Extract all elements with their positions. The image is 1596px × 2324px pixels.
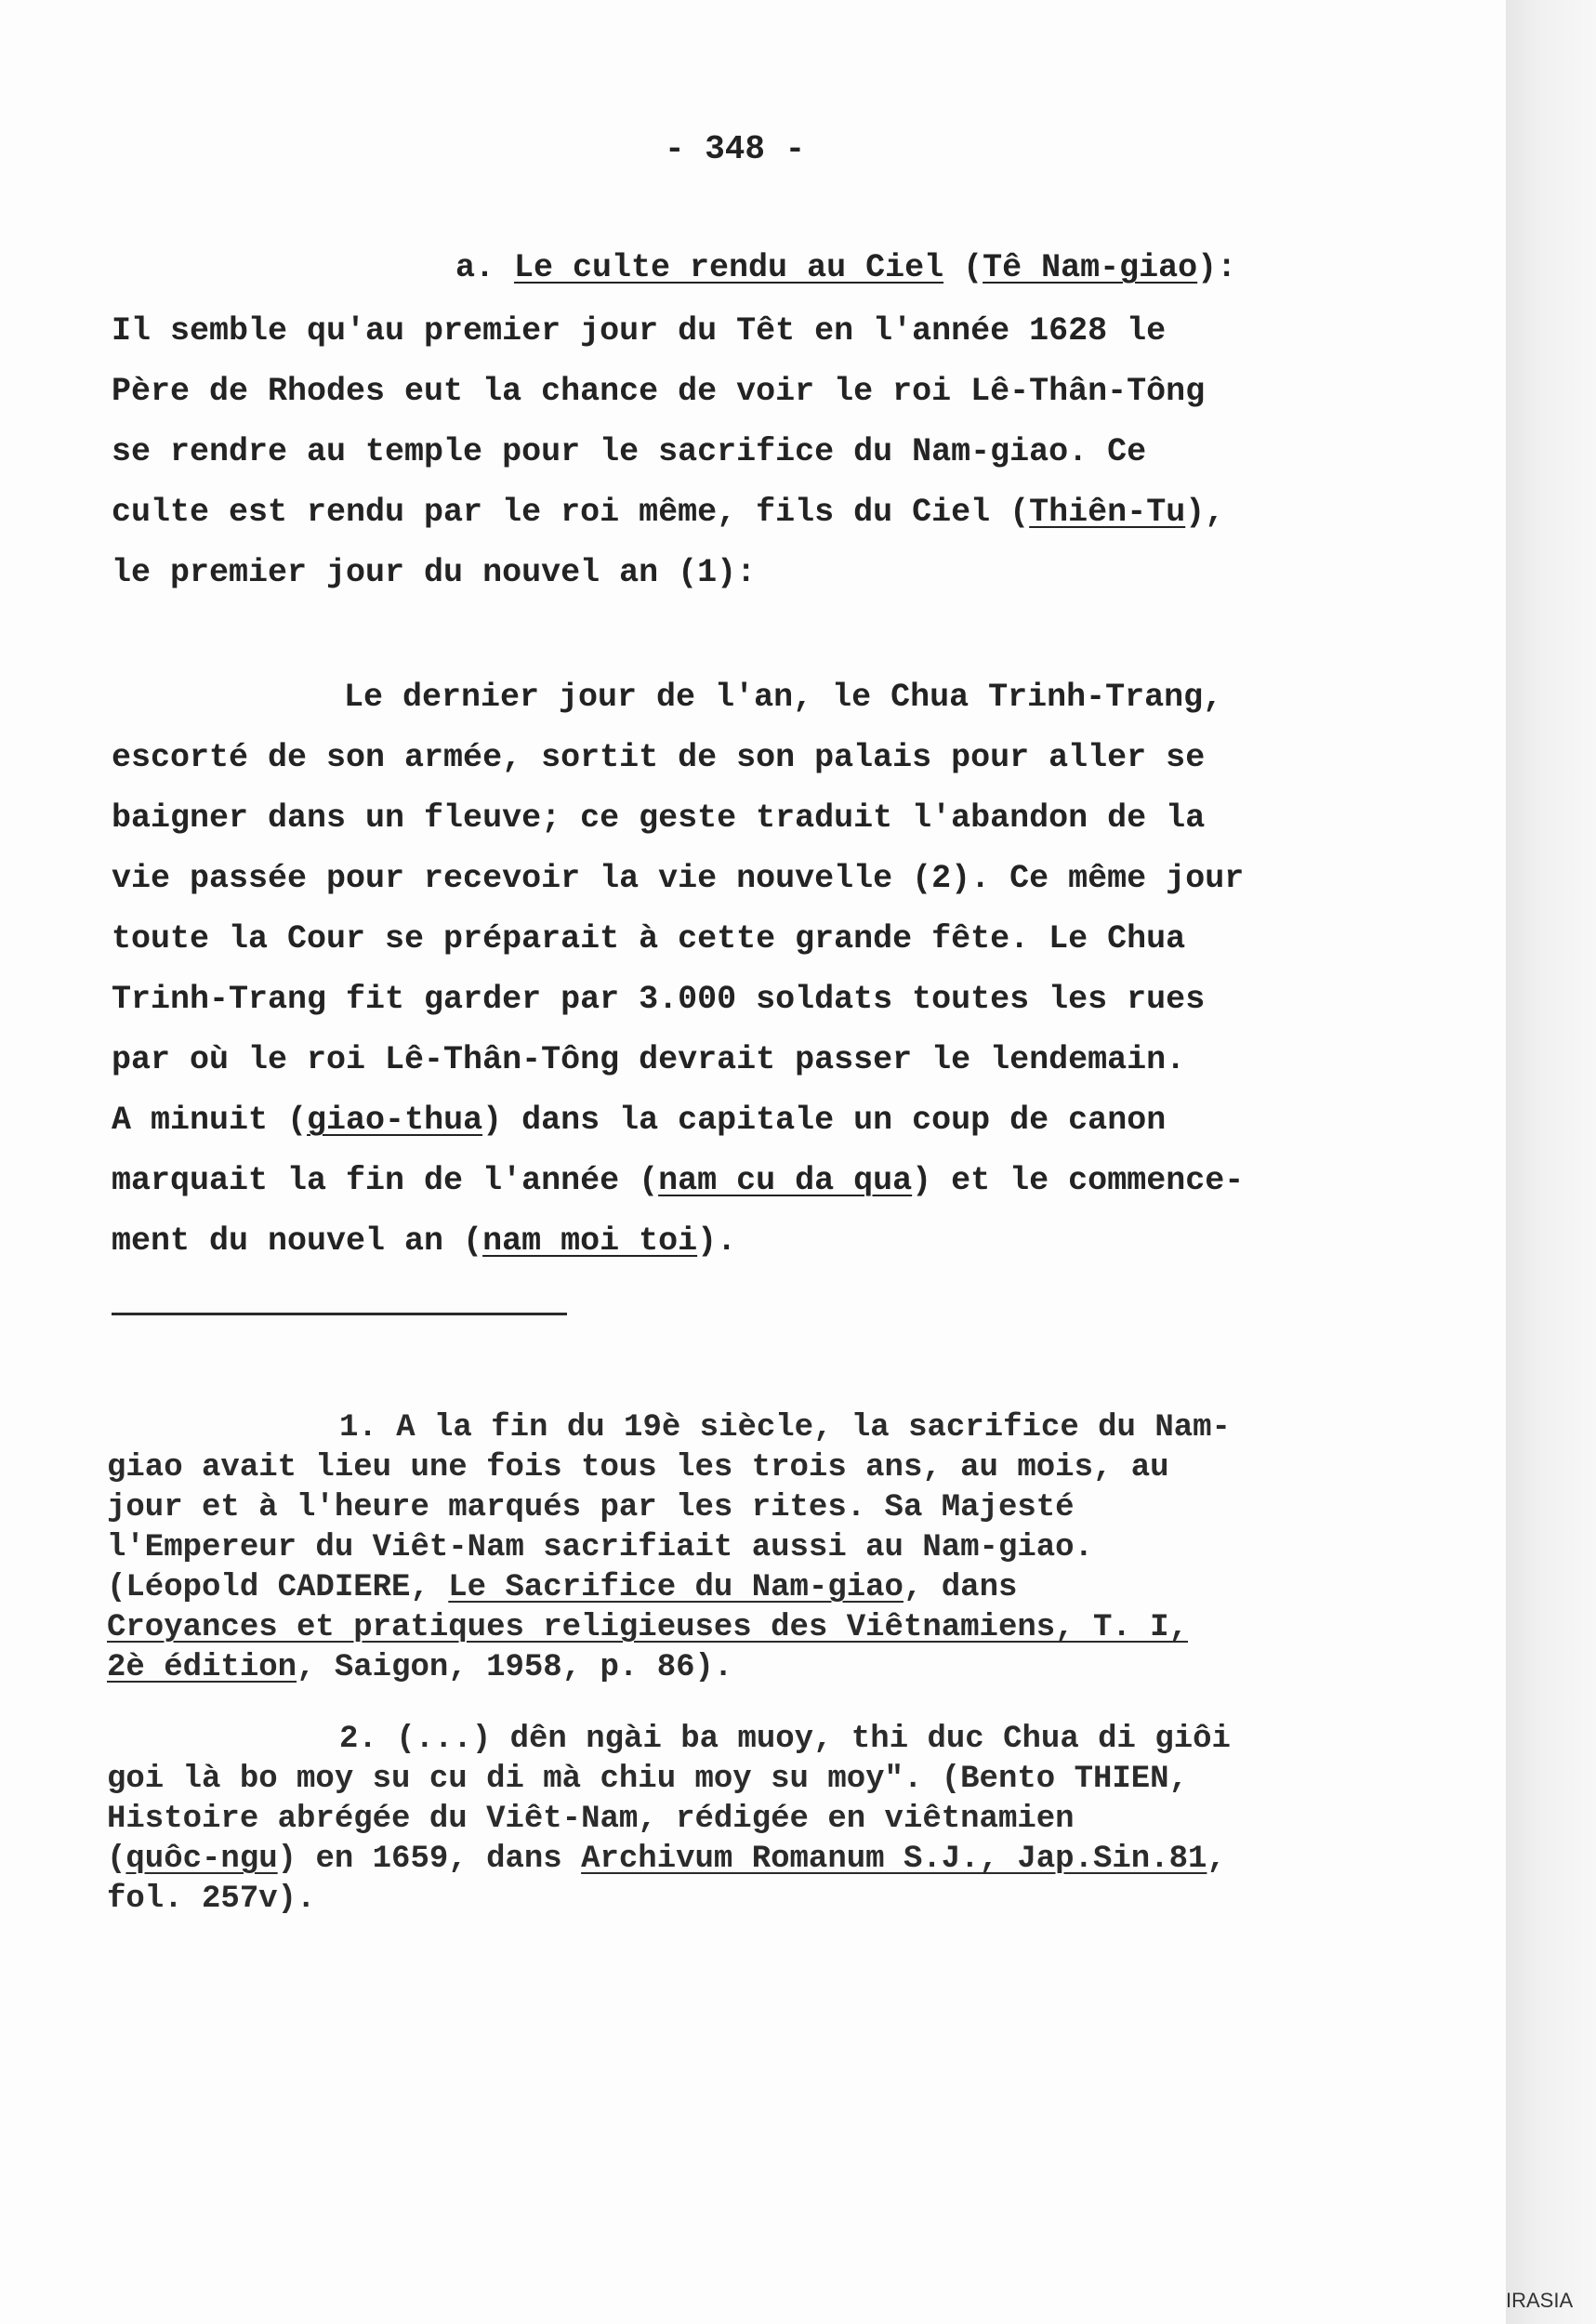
- section-marker: a.: [455, 249, 515, 286]
- section-open-paren: (: [943, 249, 983, 286]
- text-run: , dans: [903, 1570, 1018, 1605]
- text-run: culte est rendu par le roi même, fils du Ciel (: [112, 494, 1030, 531]
- para1-line: Il semble qu'au premier jour du Têt en l'année 1628 le: [112, 312, 1167, 350]
- para2-line: [112, 1162, 1244, 1199]
- footnote1-line: giao avait lieu une fois tous les trois ans, au mois, au: [107, 1450, 1169, 1486]
- para1-line: se rendre au temple pour le sacrifice du Nam-giao. Ce: [112, 433, 1147, 470]
- term-nam-cu-da-qua: nam cu da qua: [658, 1162, 913, 1199]
- watermark-label: IRASIA: [1506, 2289, 1574, 2312]
- section-close: ):: [1197, 249, 1237, 286]
- text-run: (Léopold CADIERE,: [107, 1570, 449, 1605]
- footnote2-line: goi là bo moy su cu di mà chiu moy su moy". (Bento THIEN,: [107, 1762, 1188, 1797]
- term-giao-thua: giao-thua: [307, 1102, 483, 1139]
- page-number: - 348 -: [665, 130, 806, 168]
- para2-line: Le dernier jour de l'an, le Chua Trinh-Trang,: [344, 679, 1223, 716]
- cited-title: Le Sacrifice du Nam-giao: [448, 1570, 904, 1605]
- text-run: marquait la fin de l'année (: [112, 1162, 659, 1199]
- text-run: ) en 1659, dans: [277, 1842, 582, 1877]
- footnote2-line: [107, 1842, 1226, 1877]
- term-nam-moi-toi: nam moi toi: [482, 1222, 698, 1260]
- para2-line: vie passée pour recevoir la vie nouvelle (2). Ce même jour: [112, 860, 1245, 897]
- term-quoc-ngu: quôc-ngu: [125, 1842, 278, 1877]
- text-run: ) et le commence-: [912, 1162, 1245, 1199]
- para1-line: le premier jour du nouvel an (1):: [112, 554, 757, 591]
- text-run: ),: [1185, 494, 1225, 531]
- text-run: , Saigon, 1958, p. 86).: [297, 1650, 733, 1685]
- text-run: ment du nouvel an (: [112, 1222, 483, 1260]
- section-term: Tê Nam-giao: [983, 249, 1198, 286]
- footnote1-line: [107, 1650, 732, 1685]
- footnote1-line: l'Empereur du Viêt-Nam sacrifiait aussi au Nam-giao.: [107, 1530, 1093, 1565]
- text-run: (: [107, 1842, 126, 1877]
- footnote1-line: [107, 1570, 1017, 1605]
- section-title: Le culte rendu au Ciel: [514, 249, 944, 286]
- footnote-separator: [112, 1313, 567, 1315]
- cited-title: Archivum Romanum S.J., Jap.Sin.81: [581, 1842, 1207, 1877]
- para1-line: [112, 494, 1224, 531]
- footnote1-line: 1. A la fin du 19è siècle, la sacrifice du Nam-: [339, 1410, 1231, 1446]
- scan-edge: [1506, 0, 1596, 2324]
- footnote1-line: jour et à l'heure marqués par les rites. Sa Majesté: [107, 1490, 1075, 1525]
- term-thien-tu: Thiên-Tu: [1029, 494, 1186, 531]
- para2-line: toute la Cour se préparait à cette grande fête. Le Chua: [112, 920, 1186, 957]
- para2-line: par où le roi Lê-Thân-Tông devrait passer le lendemain.: [112, 1041, 1186, 1078]
- para2-line: [112, 1102, 1166, 1139]
- footnote2-line: 2. (...) dên ngài ba muoy, thi duc Chua di giôi: [339, 1722, 1231, 1757]
- footnote2-line: fol. 257v).: [107, 1882, 316, 1917]
- para2-line: [112, 1222, 736, 1260]
- text-run: ).: [697, 1222, 737, 1260]
- cited-title: 2è édition: [107, 1650, 297, 1685]
- footnote1-line: [107, 1610, 1188, 1645]
- footnote2-line: Histoire abrégée du Viêt-Nam, rédigée en viêtnamien: [107, 1802, 1075, 1837]
- text-run: A minuit (: [112, 1102, 308, 1139]
- text-run: ,: [1207, 1842, 1226, 1877]
- text-run: ) dans la capitale un coup de canon: [482, 1102, 1167, 1139]
- para2-line: baigner dans un fleuve; ce geste traduit l'abandon de la: [112, 799, 1206, 837]
- para1-line: Père de Rhodes eut la chance de voir le roi Lê-Thân-Tông: [112, 373, 1206, 410]
- section-heading: [455, 249, 1236, 286]
- para2-line: Trinh-Trang fit garder par 3.000 soldats toutes les rues: [112, 981, 1206, 1018]
- para2-line: escorté de son armée, sortit de son palais pour aller se: [112, 739, 1206, 776]
- cited-title: Croyances et pratiques religieuses des Viêtnamiens, T. I,: [107, 1610, 1188, 1645]
